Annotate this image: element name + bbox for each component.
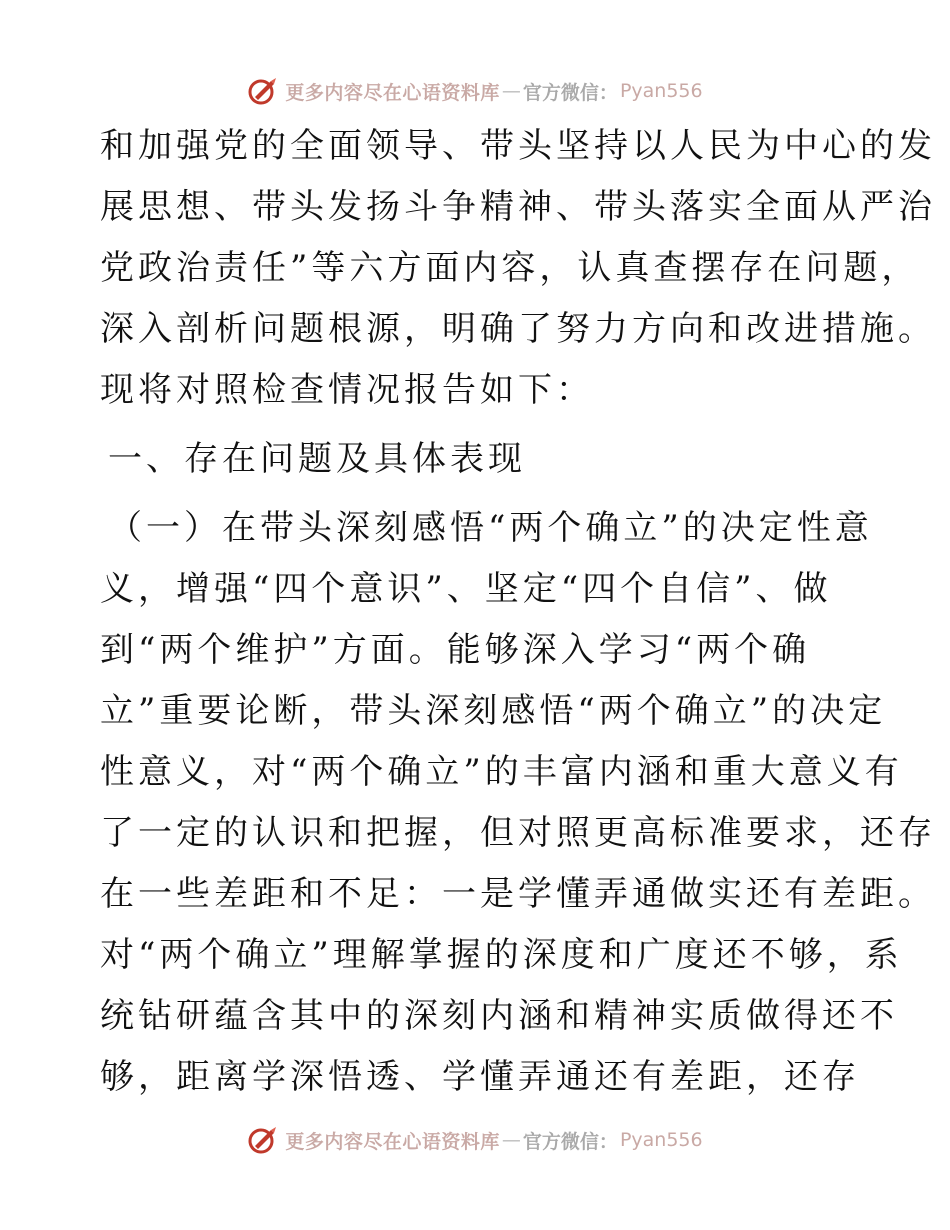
text-line: 义，增强“四个意识”、坚定“四个自信”、做 bbox=[100, 569, 832, 609]
watermark-wechat-label: 官方微信： bbox=[522, 81, 618, 104]
text-line: （一）在带头深刻感悟“两个确立”的决定性意 bbox=[108, 508, 873, 548]
watermark-wechat-id: Pyan556 bbox=[619, 1129, 703, 1151]
text-line: 深入剖析问题根源，明确了努力方向和改进措施。 bbox=[100, 309, 936, 349]
watermark-wechat-label: 官方微信： bbox=[522, 1130, 618, 1153]
text-line: 够，距离学深悟透、学懂弄通还有差距，还存 bbox=[100, 1057, 860, 1097]
watermark-separator: — bbox=[501, 1129, 521, 1151]
text-line: 到“两个维护”方面。能够深入学习“两个确 bbox=[100, 630, 811, 670]
quill-circle-icon bbox=[247, 1124, 279, 1156]
text-line: 性意义，对“两个确立”的丰富内涵和重大意义有 bbox=[100, 752, 903, 792]
text-line: 统钻研蕴含其中的深刻内涵和精神实质做得还不 bbox=[100, 996, 898, 1036]
quill-circle-icon bbox=[247, 75, 279, 107]
text-line: 了一定的认识和把握，但对照更高标准要求，还存 bbox=[100, 813, 936, 853]
watermark-wechat-id: Pyan556 bbox=[619, 80, 703, 102]
header-watermark bbox=[0, 71, 950, 111]
text-line: 党政治责任”等六方面内容，认真查摆存在问题， bbox=[100, 248, 920, 288]
text-line: 在一些差距和不足：一是学懂弄通做实还有差距。 bbox=[100, 874, 936, 914]
document-body bbox=[100, 116, 936, 1108]
text-line: 对“两个确立”理解掌握的深度和广度还不够，系 bbox=[100, 935, 903, 975]
text-line: 立”重要论断，带头深刻感悟“两个确立”的决定 bbox=[100, 691, 887, 731]
watermark-text: 更多内容尽在心语资料库 bbox=[285, 81, 500, 104]
watermark-text: 更多内容尽在心语资料库 bbox=[285, 1130, 500, 1153]
footer-watermark bbox=[0, 1120, 950, 1160]
watermark-separator: — bbox=[501, 80, 521, 102]
text-line: 现将对照检查情况报告如下： bbox=[100, 370, 594, 410]
paragraph-intro bbox=[100, 116, 936, 421]
paragraph-issue-1 bbox=[100, 498, 936, 1108]
section-heading: 一、存在问题及具体表现 bbox=[108, 439, 526, 479]
text-line: 展思想、带头发扬斗争精神、带头落实全面从严治 bbox=[100, 187, 936, 227]
text-line: 和加强党的全面领导、带头坚持以人民为中心的发 bbox=[100, 126, 936, 166]
